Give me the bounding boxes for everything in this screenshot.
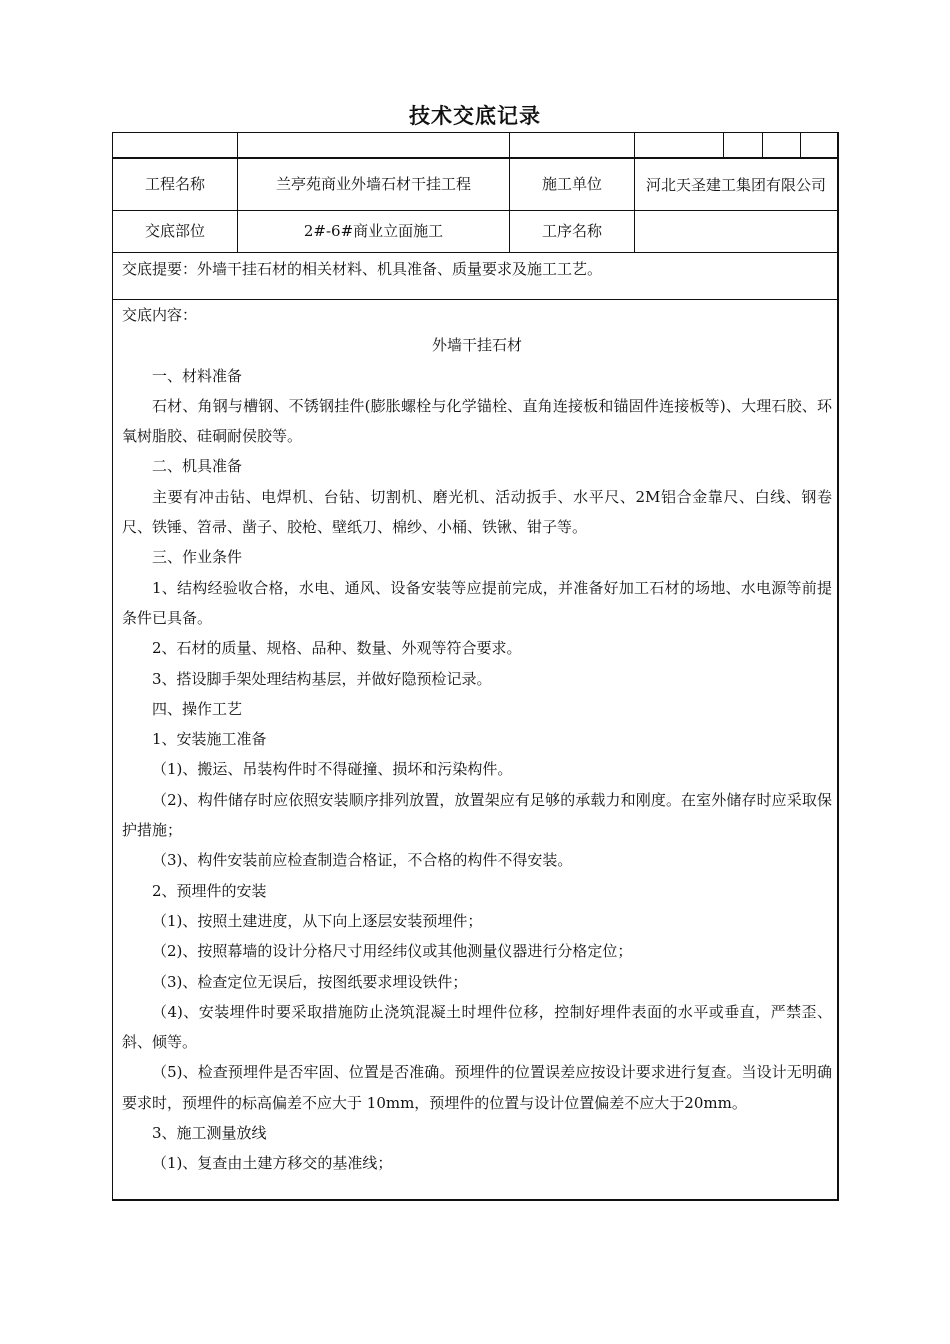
contractor-value: 河北天圣建工集团有限公司 — [645, 175, 826, 194]
content-paragraph: （5)、检查预埋件是否牢固、位置是否准确。预埋件的位置误差应按设计要求进行复查。当设计无明确要求时，预埋件的标高偏差不应大于 10mm，预埋件的位置与设计位置偏差不应大于20mm。 — [122, 1063, 832, 1112]
section-heading: 二、机具准备 — [152, 457, 243, 476]
content-paragraph: （4)、安装埋件时要采取措施防止浇筑混凝土时埋件位移，控制好埋件表面的水平或垂直，严禁歪、斜、倾等。 — [122, 1002, 832, 1052]
document-title: 技术交底记录 — [409, 103, 541, 128]
contractor-label: 施工单位 — [541, 175, 602, 193]
project-name-value: 兰亭苑商业外墙石材干挂工程 — [275, 175, 471, 193]
project-name-label: 工程名称 — [144, 175, 205, 193]
subsection-heading: 2、预埋件的安装 — [152, 881, 267, 900]
content-paragraph: （1)、搬运、吊装构件时不得碰撞、损坏和污染构件。 — [152, 760, 513, 779]
section-heading: 一、材料准备 — [152, 366, 243, 385]
content-paragraph: （2)、按照幕墙的设计分格尺寸用经纬仪或其他测量仪器进行分格定位； — [152, 942, 633, 961]
section-heading: 四、操作工艺 — [152, 699, 243, 718]
process-value — [635, 211, 837, 252]
content-heading: 交底内容： — [122, 306, 198, 324]
subsection-heading: 3、施工测量放线 — [152, 1124, 267, 1143]
content-paragraph: （3)、构件安装前应检查制造合格证，不合格的构件不得安装。 — [152, 851, 573, 870]
content-paragraph: 3、搭设脚手架处理结构基层，并做好隐预检记录。 — [152, 669, 492, 688]
summary-text: 交底提要：外墙干挂石材的相关材料、机具准备、质量要求及施工工艺。 — [122, 260, 603, 278]
content-paragraph: 主要有冲击钻、电焊机、台钻、切割机、磨光机、活动扳手、水平尺、2M铝合金靠尺、白线、钢卷尺、铁锤、笤帚、凿子、胶枪、壁纸刀、棉纱、小桶、铁锹、钳子等。 — [122, 487, 832, 537]
content-paragraph: 2、石材的质量、规格、品种、数量、外观等符合要求。 — [152, 639, 522, 658]
location-label: 交底部位 — [144, 222, 205, 240]
process-label: 工序名称 — [541, 222, 602, 240]
content-paragraph: （2)、构件储存时应依照安装顺序排列放置，放置架应有足够的承载力和刚度。在室外储存时应采取保护措施； — [122, 790, 832, 840]
location-value: 2#-6#商业立面施工 — [303, 222, 444, 240]
content-paragraph: （3)、检查定位无误后，按图纸要求埋设铁件； — [152, 972, 468, 991]
content-paragraph: 1、结构经验收合格，水电、通风、设备安装等应提前完成，并准备好加工石材的场地、水电源等前提条件已具备。 — [122, 578, 832, 627]
content-paragraph: （1)、按照土建进度，从下向上逐层安装预埋件； — [152, 911, 483, 930]
subsection-heading: 1、安装施工准备 — [152, 730, 267, 749]
content-paragraph: 石材、角钢与槽钢、不锈钢挂件(膨胀螺栓与化学锚栓、直角连接板和锚固件连接板等)、大理石胶、环氧树脂胶、硅硐耐侯胶等。 — [122, 396, 832, 446]
section-heading: 三、作业条件 — [152, 548, 243, 567]
content-subtitle: 外墙干挂石材 — [431, 336, 522, 355]
content-paragraph: （1)、复查由土建方移交的基准线； — [152, 1154, 393, 1173]
content-section — [122, 300, 832, 1179]
